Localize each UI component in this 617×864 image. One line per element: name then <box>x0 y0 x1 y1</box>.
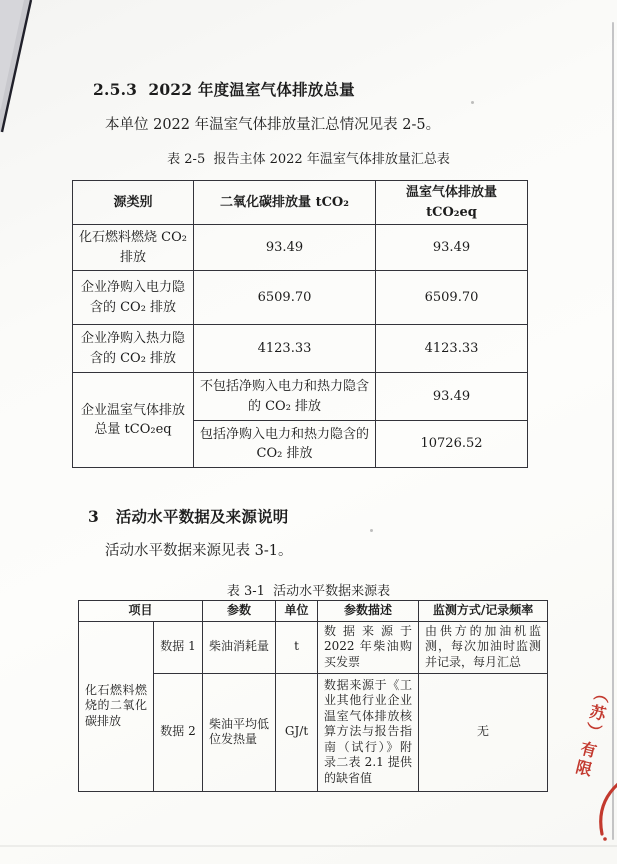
col-header-co2: 二氧化碳排放量 tCO₂ <box>194 181 376 225</box>
cell-unit: GJ/t <box>276 673 318 791</box>
cell-co2: 93.49 <box>194 225 376 271</box>
cell-ghg: 4123.33 <box>376 325 528 373</box>
section-3-paragraph: 活动水平数据来源见表 3-1。 <box>105 543 293 559</box>
table-row <box>73 271 528 325</box>
col-header-project: 项目 <box>79 601 203 622</box>
cell-total-value: 10726.52 <box>376 421 528 468</box>
cell-desc: 数据来源于 2022 年柴油购买发票 <box>318 621 419 673</box>
cell-data-label: 数据 2 <box>154 673 203 791</box>
table-row <box>79 601 548 622</box>
scan-corner-artifact <box>0 0 42 142</box>
section-2-5-3-paragraph: 本单位 2022 年温室气体排放量汇总情况见表 2-5。 <box>105 117 441 133</box>
cell-param: 柴油平均低位发热量 <box>203 673 276 791</box>
section-3-heading: 3 活动水平数据及来源说明 <box>88 507 289 526</box>
section-2-5-3-heading: 2.5.3 2022 年度温室气体排放总量 <box>93 80 355 99</box>
cell-co2: 4123.33 <box>194 325 376 373</box>
table-row <box>73 373 528 421</box>
table-row <box>79 621 548 673</box>
table-2-5-caption: 表 2-5 报告主体 2022 年温室气体排放量汇总表 <box>167 152 450 167</box>
col-header-param: 参数 <box>203 601 276 622</box>
cell-total-desc: 包括净购入电力和热力隐含的 CO₂ 排放 <box>194 421 376 468</box>
col-header-source: 源类别 <box>73 181 194 225</box>
cell-co2: 6509.70 <box>194 271 376 325</box>
table-row <box>73 225 528 271</box>
cell-total-value: 93.49 <box>376 373 528 421</box>
table-row <box>73 181 528 225</box>
cell-source: 化石燃料燃烧 CO₂ 排放 <box>73 225 194 271</box>
cell-total-desc: 不包括净购入电力和热力隐含的 CO₂ 排放 <box>194 373 376 421</box>
table-3-1 <box>78 600 548 792</box>
scan-speck <box>370 529 373 532</box>
cell-monitor: 由供方的加油机监测，每次加油时监测并记录，每月汇总 <box>419 621 548 673</box>
red-seal-text: （苏）有限 <box>571 683 613 781</box>
cell-desc: 数据来源于《工业其他行业企业温室气体排放核算方法与报告指南（试行）》附录二表 2.1 提供的缺省值 <box>318 673 419 791</box>
col-header-ghg: 温室气体排放量 tCO₂eq <box>376 181 528 225</box>
col-header-unit: 单位 <box>276 601 318 622</box>
cell-source: 企业净购入热力隐含的 CO₂ 排放 <box>73 325 194 373</box>
table-row <box>73 325 528 373</box>
page-edge-line <box>612 22 614 840</box>
cell-source: 企业净购入电力隐含的 CO₂ 排放 <box>73 271 194 325</box>
scan-shading-line <box>0 845 617 847</box>
scan-speck <box>471 101 474 104</box>
cell-unit: t <box>276 621 318 673</box>
cell-ghg: 6509.70 <box>376 271 528 325</box>
cell-ghg: 93.49 <box>376 225 528 271</box>
cell-data-label: 数据 1 <box>154 621 203 673</box>
cell-monitor: 无 <box>419 673 548 791</box>
table-3-1-caption: 表 3-1 活动水平数据来源表 <box>226 584 391 599</box>
table-2-5 <box>72 180 528 468</box>
cell-total-label: 企业温室气体排放总量 tCO₂eq <box>73 373 194 468</box>
col-header-monitor: 监测方式/记录频率 <box>419 601 548 622</box>
cell-group-label: 化石燃料燃烧的二氧化碳排放 <box>79 621 154 791</box>
cell-param: 柴油消耗量 <box>203 621 276 673</box>
col-header-desc: 参数描述 <box>318 601 419 622</box>
